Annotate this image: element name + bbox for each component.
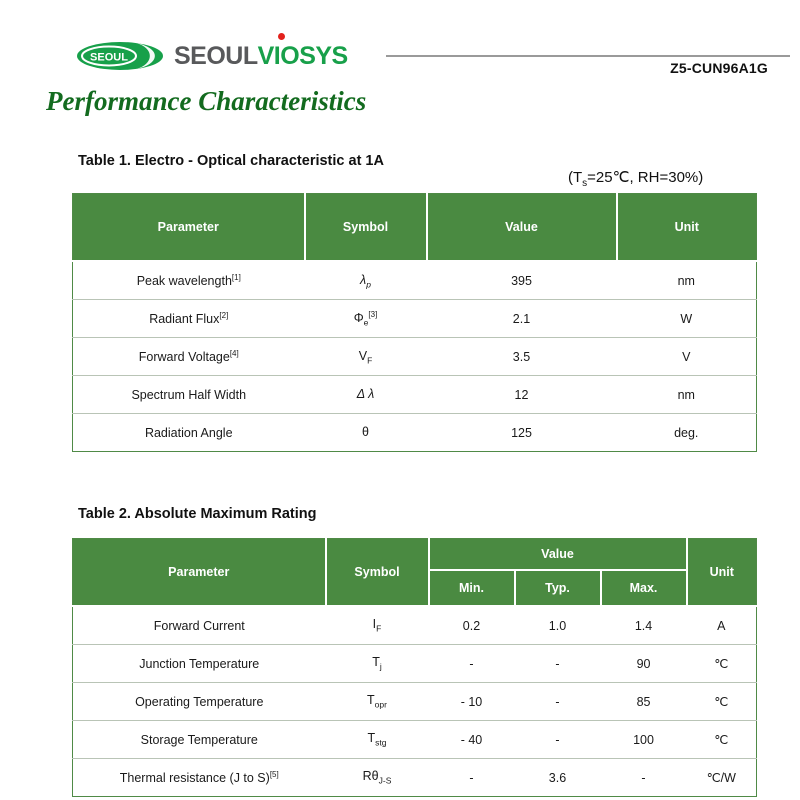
table2-cell-min: - 40 [429, 721, 515, 759]
table1-cell-parameter: Peak wavelength[1] [73, 261, 305, 300]
table2-cell-symbol: $T_j$ [326, 645, 429, 683]
table-row [73, 338, 757, 376]
table-row [73, 683, 757, 721]
table1-cell-symbol: $\Phi_e[3]$ [305, 300, 427, 338]
table1-cell-value: 3.5 [427, 338, 617, 376]
page-header [0, 36, 800, 82]
table2-cell-typ: - [515, 683, 601, 721]
table2-cell-min: 0.2 [429, 606, 515, 645]
table2-col-value-group: Value [429, 539, 687, 571]
part-number: Z5-CUN96A1G [670, 60, 768, 76]
table-row [73, 414, 757, 452]
table1-cell-parameter: Forward Voltage[4] [73, 338, 305, 376]
table2-cell-min: - [429, 645, 515, 683]
table2-cell-unit: ℃ [687, 645, 757, 683]
table2-col-unit: Unit [687, 539, 757, 607]
table2-cell-parameter: Operating Temperature [73, 683, 326, 721]
table1-cell-symbol: $V_F$ [305, 338, 427, 376]
logo-wordmark [174, 41, 348, 70]
table2-cell-symbol: $R\theta_{J-S}$ [326, 759, 429, 797]
table-row [73, 261, 757, 300]
table1-condition-sub: s [582, 178, 588, 189]
table-row [73, 645, 757, 683]
table2-cell-symbol: $T_{stg}$ [326, 721, 429, 759]
table2-cell-unit: ℃ [687, 721, 757, 759]
table2-cell-parameter: Junction Temperature [73, 645, 326, 683]
table2-col-typ: Typ. [515, 570, 601, 606]
table1-cell-value: 12 [427, 376, 617, 414]
table1-cell-symbol: $\lambda_p$ [305, 261, 427, 300]
footnote-marker: [4] [229, 348, 239, 358]
table1-condition-prefix: (T [568, 169, 583, 186]
table-row [73, 376, 757, 414]
logo-red-dot-icon [278, 33, 285, 40]
table1-col-symbol: Symbol [305, 194, 427, 262]
header-divider-rule [386, 55, 790, 57]
table1-cell-unit: deg. [617, 414, 757, 452]
table1-cell-unit: nm [617, 261, 757, 300]
table1-cell-unit: nm [617, 376, 757, 414]
table2-cell-unit: ℃/W [687, 759, 757, 797]
table2-cell-unit: ℃ [687, 683, 757, 721]
table1-cell-parameter: Radiation Angle [73, 414, 305, 452]
table2-cell-max: 90 [601, 645, 687, 683]
table-row [73, 606, 757, 645]
table2-cell-symbol: $T_{opr}$ [326, 683, 429, 721]
page-title: Performance Characteristics [46, 86, 367, 116]
table-row [73, 759, 757, 797]
table2-col-symbol: Symbol [326, 539, 429, 607]
table2-cell-parameter: Thermal resistance (J to S)[5] [73, 759, 326, 797]
table2-cell-max: 1.4 [601, 606, 687, 645]
table-row [73, 300, 757, 338]
logo-badge-text: SEOUL [90, 51, 128, 64]
table2-cell-parameter: Forward Current [73, 606, 326, 645]
footnote-marker: [5] [269, 769, 279, 779]
table1-cell-symbol: Δ λ [305, 376, 427, 414]
table1-cell-parameter: Spectrum Half Width [73, 376, 305, 414]
table2-title: Table 2. Absolute Maximum Rating [78, 506, 317, 522]
table2-cell-parameter: Storage Temperature [73, 721, 326, 759]
table1-cell-unit: W [617, 300, 757, 338]
table2-cell-unit: A [687, 606, 757, 645]
table2-col-min: Min. [429, 570, 515, 606]
table1-cell-parameter: Radiant Flux[2] [73, 300, 305, 338]
table2-body [73, 606, 757, 797]
footnote-marker: [2] [219, 310, 229, 320]
table1-title: Table 1. Electro - Optical characteristic at 1A [78, 153, 384, 169]
seoul-ellipse-logo-icon [76, 41, 164, 71]
table1-col-parameter: Parameter [73, 194, 305, 262]
footnote-marker: [1] [231, 272, 241, 282]
logo-word-seoul: SEOUL [174, 41, 258, 70]
table2-col-max: Max. [601, 570, 687, 606]
table2-cell-symbol: $I_F$ [326, 606, 429, 645]
table1-col-value: Value [427, 194, 617, 262]
table1-header-row [73, 194, 757, 262]
table1-condition-suffix: =25℃, RH=30%) [587, 169, 704, 186]
table2-cell-max: 85 [601, 683, 687, 721]
table1-cell-symbol: θ [305, 414, 427, 452]
table1-cell-value: 395 [427, 261, 617, 300]
table2-cell-min: - [429, 759, 515, 797]
table1-body [73, 261, 757, 452]
table1-condition [568, 168, 703, 189]
table2-col-parameter: Parameter [73, 539, 326, 607]
table2-cell-typ: - [515, 645, 601, 683]
table2-cell-typ: - [515, 721, 601, 759]
table1-col-unit: Unit [617, 194, 757, 262]
table1-cell-unit: V [617, 338, 757, 376]
logo-word-viosys-text: VIOSYS [257, 41, 348, 70]
table2-cell-max: - [601, 759, 687, 797]
table2-cell-max: 100 [601, 721, 687, 759]
table-row [73, 721, 757, 759]
table1-cell-value: 125 [427, 414, 617, 452]
table2-header-row-top [73, 539, 757, 571]
logo-word-viosys [258, 42, 348, 70]
table2-cell-min: - 10 [429, 683, 515, 721]
electro-optical-table [72, 193, 757, 452]
table1-cell-value: 2.1 [427, 300, 617, 338]
table2-cell-typ: 1.0 [515, 606, 601, 645]
absolute-maximum-rating-table [72, 538, 757, 797]
table2-cell-typ: 3.6 [515, 759, 601, 797]
company-logo [76, 38, 348, 74]
